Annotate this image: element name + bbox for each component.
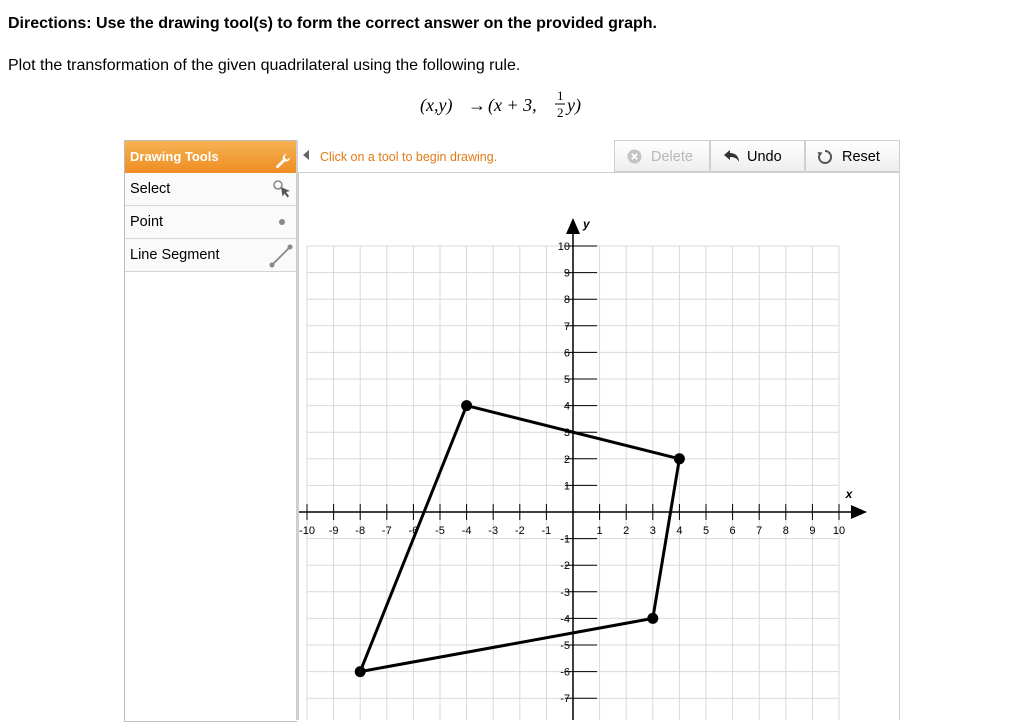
tool-select[interactable] <box>125 173 297 206</box>
y-tick-label: 9 <box>563 267 570 280</box>
delete-button-label: Delete <box>651 149 693 165</box>
x-tick-label: -7 <box>381 525 392 537</box>
y-axis-label: y <box>583 217 590 232</box>
directions-text: Directions: Use the drawing tool(s) to form the correct answer on the provided graph. <box>8 15 657 32</box>
y-tick-label: -5 <box>560 640 570 652</box>
undo-button[interactable] <box>710 140 805 172</box>
tool-point[interactable] <box>125 206 297 239</box>
graphing-widget <box>124 140 900 720</box>
rule-rhs-close: y) <box>567 95 581 115</box>
y-tick-label: -7 <box>560 693 570 706</box>
y-tick-label: 2 <box>563 453 570 466</box>
x-tick-label: -10 <box>299 525 315 537</box>
x-tick-label: 5 <box>702 525 710 537</box>
x-tick-label: -2 <box>514 525 525 537</box>
reset-icon <box>817 149 833 165</box>
quadrilateral-vertex <box>674 453 685 464</box>
undo-button-label: Undo <box>747 149 782 165</box>
quadrilateral-vertex <box>647 613 658 624</box>
y-tick-label: 5 <box>563 374 570 386</box>
y-tick-label: 8 <box>563 294 570 307</box>
rule-lhs: (x,y) <box>420 95 453 115</box>
delete-icon <box>627 149 642 164</box>
coordinate-graph[interactable] <box>299 173 899 720</box>
x-tick-label: 4 <box>676 525 683 537</box>
x-tick-label: 7 <box>756 525 763 537</box>
tool-select-label: Select <box>130 181 171 197</box>
collapse-arrow-icon[interactable] <box>303 150 309 160</box>
x-tick-label: 10 <box>832 525 846 537</box>
reset-button[interactable] <box>805 140 900 172</box>
x-tick-label: -9 <box>328 525 339 537</box>
drawing-tools-panel <box>124 140 297 722</box>
y-tick-label: 1 <box>563 480 570 493</box>
drawing-tools-title: Drawing Tools <box>130 149 219 164</box>
status-message: Click on a tool to begin drawing. <box>320 150 498 164</box>
x-tick-label: 9 <box>809 525 816 537</box>
tool-point-label: Point <box>130 214 164 230</box>
x-tick-label: 8 <box>782 525 789 537</box>
quadrilateral-vertex <box>461 400 472 411</box>
rule-rhs-open: (x + 3, <box>488 95 537 115</box>
graph-area[interactable] <box>298 172 900 720</box>
x-tick-label: 2 <box>623 525 630 537</box>
tool-line-segment[interactable] <box>125 239 297 272</box>
y-tick-label: 4 <box>563 400 570 413</box>
x-tick-label: -1 <box>541 525 552 537</box>
quadrilateral-vertex <box>355 666 366 677</box>
x-tick-label: -5 <box>435 525 445 537</box>
x-tick-label: -4 <box>461 525 472 537</box>
undo-icon <box>723 149 741 164</box>
drawing-tools-header[interactable] <box>125 141 297 173</box>
y-tick-label: 6 <box>563 347 570 360</box>
y-tick-label: 3 <box>563 427 570 440</box>
delete-button[interactable] <box>614 140 710 172</box>
y-tick-label: -3 <box>560 586 570 599</box>
rule-fraction-denominator: 2 <box>557 105 564 120</box>
y-tick-label: 7 <box>563 320 570 333</box>
x-tick-label: 1 <box>596 525 603 537</box>
y-tick-label: 10 <box>557 241 570 253</box>
x-axis-right-arrow-icon <box>851 505 867 519</box>
x-axis-label: x <box>845 487 853 501</box>
x-tick-label: -3 <box>488 525 499 537</box>
x-tick-label: 6 <box>729 525 736 537</box>
rule-fraction-numerator: 1 <box>557 88 564 103</box>
y-tick-label: -1 <box>560 533 570 546</box>
line-segment-icon <box>269 244 293 280</box>
x-tick-label: -8 <box>355 525 366 537</box>
x-tick-label: -6 <box>408 525 419 537</box>
tool-line-segment-label: Line Segment <box>130 247 220 263</box>
y-axis-up-arrow-icon <box>566 218 580 234</box>
reset-button-label: Reset <box>842 149 880 165</box>
rule-arrow: → <box>468 95 486 115</box>
y-tick-label: -2 <box>560 560 570 573</box>
y-tick-label: -4 <box>560 613 570 626</box>
instruction-text: Plot the transformation of the given quadrilateral using the following rule. <box>8 57 521 74</box>
x-tick-label: 3 <box>649 525 656 537</box>
y-tick-label: -6 <box>560 666 570 679</box>
transformation-rule <box>420 85 620 123</box>
